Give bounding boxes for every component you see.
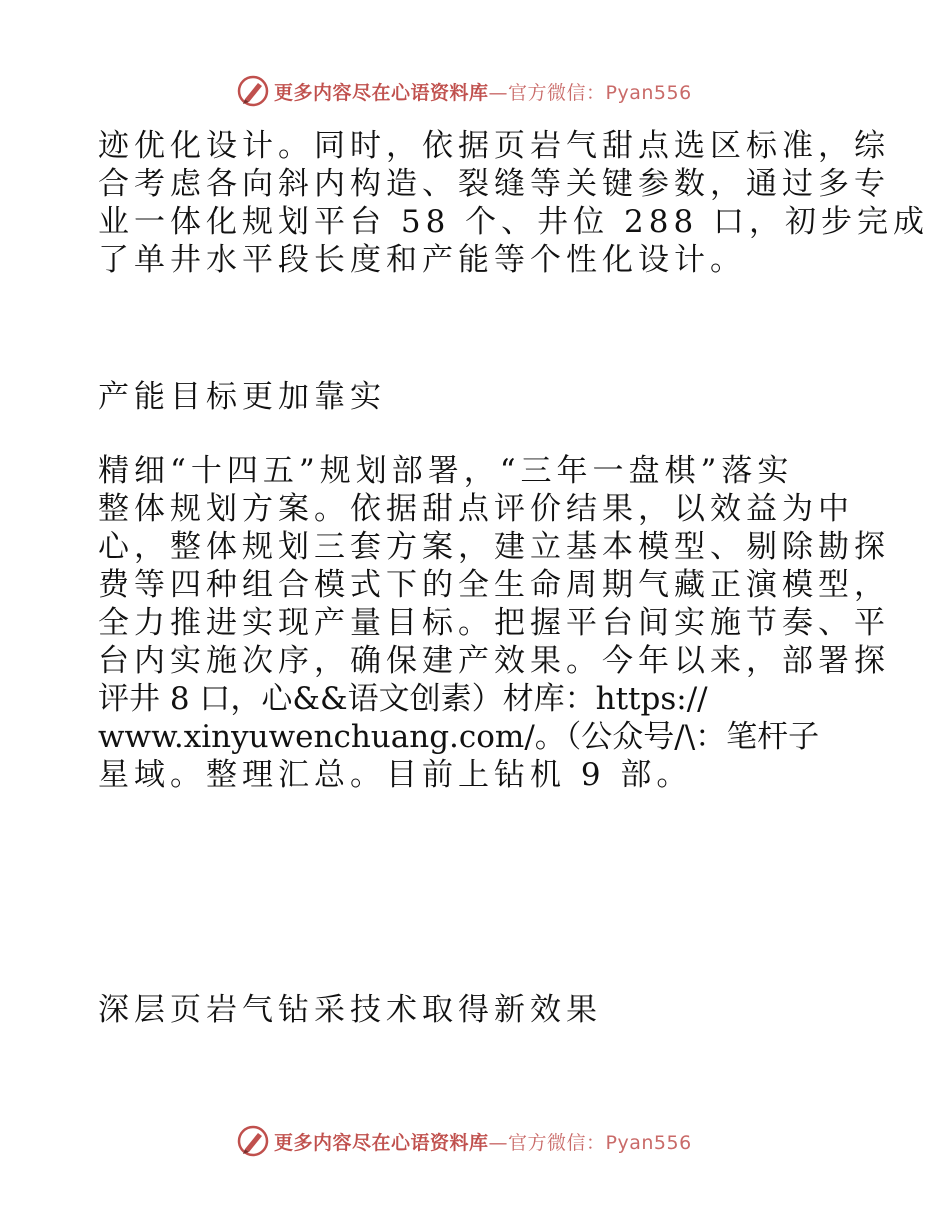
paragraph-line: 迹优化设计。同时，依据页岩气甜点选区标准，综	[98, 128, 890, 164]
paragraph-line: 评井 8 口，心&&语文创素）材库：https://	[98, 681, 708, 717]
paragraph-line: 业一体化规划平台 58 个、井位 288 口，初步完成	[98, 204, 930, 240]
paragraph-1	[98, 127, 930, 279]
paragraph-line: 费等四种组合模式下的全生命周期气藏正演模型，	[98, 567, 890, 603]
paragraph-line: 整体规划方案。依据甜点评价结果，以效益为中	[98, 491, 854, 527]
section-heading-1	[98, 378, 858, 416]
paragraph-line: 了单井水平段长度和产能等个性化设计。	[98, 242, 746, 278]
banner-wechat: —官方微信：Pyan556	[488, 1131, 692, 1154]
paragraph-line: 精细“十四五”规划部署，“三年一盘棋”落实	[98, 453, 794, 489]
banner-title: 更多内容尽在心语资料库	[274, 1131, 489, 1154]
banner-title: 更多内容尽在心语资料库	[274, 81, 489, 104]
heading-text: 深层页岩气钻采技术取得新效果	[98, 992, 602, 1028]
section-heading-2	[98, 991, 858, 1029]
paragraph-line: 心，整体规划三套方案，建立基本模型、剔除勘探	[98, 529, 890, 565]
pen-logo-icon	[236, 74, 270, 108]
paragraph-line: www.xinyuwenchuang.com/。（公众号/\：笔杆子	[98, 719, 820, 755]
pen-logo-icon	[236, 1124, 270, 1158]
heading-text: 产能目标更加靠实	[98, 379, 386, 415]
paragraph-2	[98, 452, 890, 794]
banner-wechat: —官方微信：Pyan556	[488, 81, 692, 104]
paragraph-line: 合考虑各向斜内构造、裂缝等关键参数，通过多专	[98, 166, 890, 202]
footer-banner	[0, 1121, 950, 1161]
paragraph-line: 星域。整理汇总。目前上钻机 9 部。	[98, 757, 693, 793]
header-banner	[0, 71, 950, 111]
paragraph-line: 台内实施次序，确保建产效果。今年以来，部署探	[98, 643, 890, 679]
paragraph-line: 全力推进实现产量目标。把握平台间实施节奏、平	[98, 605, 890, 641]
